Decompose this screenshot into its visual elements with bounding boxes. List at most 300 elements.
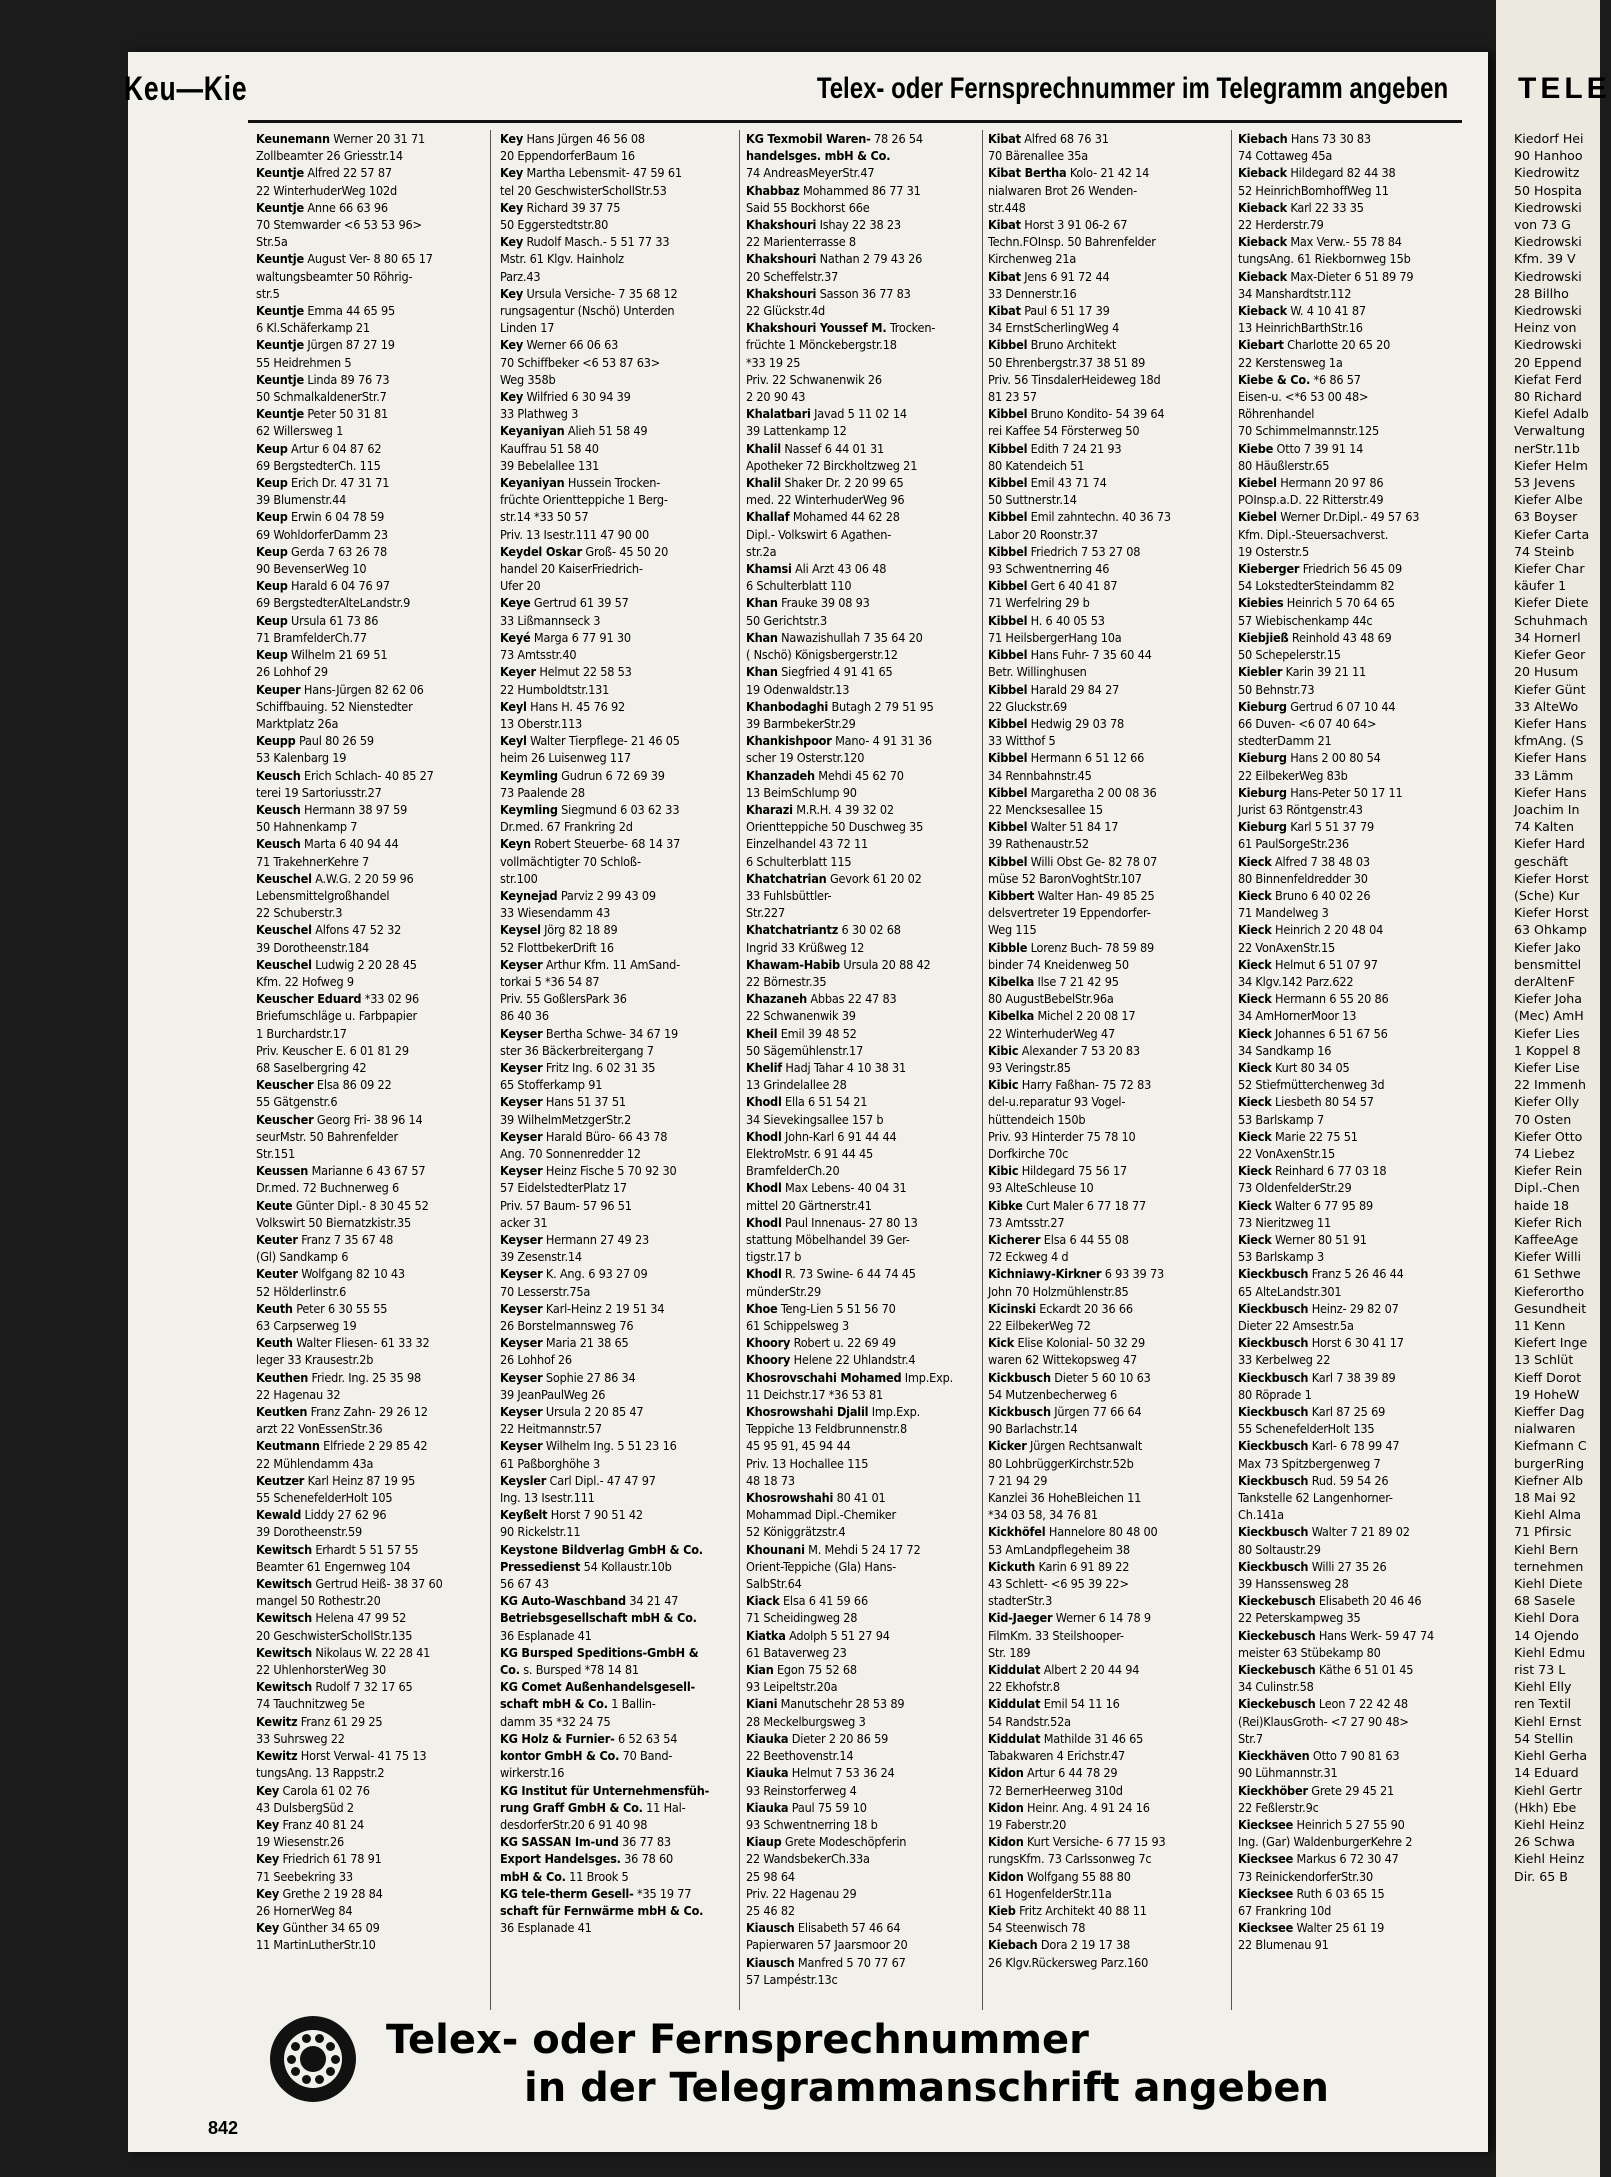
directory-entry-line: Kibbel Bruno Kondito- 54 39 64 [988,406,1165,422]
directory-entry-line: 71 HeilsbergerHang 10a [988,629,1122,645]
directory-entry-line: *34 03 58, 34 76 81 [988,1507,1098,1523]
adjacent-entry-line: (Hkh) Ebe [1514,1799,1577,1815]
directory-entry-line: Ufer 20 [500,578,541,594]
directory-entry-line: KG Institut für Unternehmensfüh- [500,1782,710,1798]
directory-entry-line: Keuntje Jürgen 87 27 19 [256,337,395,353]
directory-entry-line: früchte 1 Mönckebergstr.18 [746,337,897,353]
directory-entry-line: Kibbel Emil zahntechn. 40 36 73 [988,509,1171,525]
directory-entry-line: 50 Behnstr.73 [1238,681,1315,697]
adjacent-entry-line: 20 Eppend [1514,354,1582,370]
directory-entry-line: Kieck Johannes 6 51 67 56 [1238,1025,1388,1041]
directory-entry-line: 81 23 57 [988,389,1037,405]
directory-entry-line: Kiebies Heinrich 5 70 64 65 [1238,595,1395,611]
directory-entry-line: torkai 5 *36 54 87 [500,973,600,989]
directory-entry-line: str.14 *33 50 57 [500,509,589,525]
directory-entry-line: 34 Sievekingsallee 157 b [746,1111,884,1127]
directory-entry-line: Kiebjieß Reinhold 43 48 69 [1238,629,1392,645]
directory-entry-line: Keusch Erich Schlach- 40 85 27 [256,767,434,783]
directory-entry-line: 22 Heitmannstr.57 [500,1421,602,1437]
directory-entry-line: 22 VonAxenStr.15 [1238,939,1336,955]
directory-entry-line: 61 PaulSorgeStr.236 [1238,836,1349,852]
directory-entry-line: mittel 20 Gärtnerstr.41 [746,1197,872,1213]
directory-entry-line: Keyser Heinz Fische 5 70 92 30 [500,1163,677,1179]
directory-entry-line: Kiauka Paul 75 59 10 [746,1799,867,1815]
directory-entry-line: heim 26 Luisenweg 117 [500,750,631,766]
directory-entry-line: Kiebler Karin 39 21 11 [1238,664,1366,680]
directory-entry-line: 54 Randstr.52a [988,1713,1071,1729]
directory-entry-line: Kiausch Manfred 5 70 77 67 [746,1954,906,1970]
directory-entry-line: seurMstr. 50 Bahrenfelder [256,1128,398,1144]
directory-entry-line: 93 Schwentnerring 18 b [746,1816,878,1832]
directory-entry-line: Papierwaren 57 Jaarsmoor 20 [746,1937,908,1953]
directory-entry-line: 22 Mencksesallee 15 [988,801,1103,817]
directory-entry-line: Keymling Gudrun 6 72 69 39 [500,767,665,783]
directory-entry-line: 33 Kerbelweg 22 [1238,1352,1331,1368]
directory-entry-line: Kian Egon 75 52 68 [746,1662,857,1678]
directory-entry-line: *33 19 25 [746,354,801,370]
directory-entry-line: Khalil Shaker Dr. 2 20 99 65 [746,475,904,491]
directory-entry-line: Ing. 13 Isestr.111 [500,1490,595,1506]
directory-entry-line: 52 Stiefmütterchenweg 3d [1238,1077,1385,1093]
directory-entry-line: 26 Borstelmannsweg 76 [500,1318,634,1334]
directory-entry-line: 57 EidelstedterPlatz 17 [500,1180,627,1196]
directory-entry-line: Tabakwaren 4 Erichstr.47 [988,1748,1126,1764]
directory-entry-line: 73 Paalende 28 [500,784,585,800]
directory-entry-line: 22 Feßlerstr.9c [1238,1799,1319,1815]
directory-entry-line: Beamter 61 Engernweg 104 [256,1558,411,1574]
directory-entry-line: Keydel Oskar Groß- 45 50 20 [500,543,669,559]
directory-entry-line: 26 HornerWeg 84 [256,1902,353,1918]
directory-entry-line: 26 Lohhof 26 [500,1352,572,1368]
directory-entry-line: 22 Marienterrasse 8 [746,234,856,250]
directory-entry-line: münderStr.29 [746,1283,821,1299]
directory-entry-line: Ingrid 33 Krüßweg 12 [746,939,865,955]
directory-entry-line: 69 WohldorferDamm 23 [256,526,388,542]
directory-entry-line: Khawam-Habib Ursula 20 88 42 [746,956,931,972]
page-header-slogan: Telex- oder Fernsprechnummer im Telegramm angeben [816,72,1448,105]
directory-entry-line: Keyser Hans 51 37 51 [500,1094,626,1110]
directory-entry-line: Kieckbusch Willi 27 35 26 [1238,1558,1387,1574]
adjacent-entry-line: Kieffer Dag [1514,1404,1585,1420]
directory-entry-line: nialwaren Brot 26 Wenden- [988,182,1137,198]
directory-entry-line: 33 Fuhlsbüttler- [746,887,832,903]
directory-entry-line: tungsAng. 13 Rappstr.2 [256,1765,385,1781]
directory-entry-line: rungsagentur (Nschö) Unterden [500,303,675,319]
directory-entry-line: acker 31 [500,1214,548,1230]
directory-entry-line: Kibelka Michel 2 20 08 17 [988,1008,1136,1024]
adjacent-entry-line: 68 Sasele [1514,1593,1576,1609]
adjacent-entry-line: Kiefer Diete [1514,595,1589,611]
adjacent-entry-line: geschäft [1514,853,1569,869]
directory-entry-line: Marktplatz 26a [256,715,339,731]
adjacent-entry-line: 1 Koppel 8 [1514,1042,1581,1058]
directory-entry-line: 22 EilbekerWeg 83b [1238,767,1348,783]
listing-column-5 [1238,130,1470,2010]
directory-entry-line: Kiebel Werner Dr.Dipl.- 49 57 63 [1238,509,1420,525]
adjacent-entry-line: burgerRing [1514,1455,1585,1471]
directory-entry-line: Khelif Hadj Tahar 4 10 38 31 [746,1059,907,1075]
directory-entry-line: 73 ReinickendorferStr.30 [1238,1868,1374,1884]
adjacent-entry-line: Dir. 65 B [1514,1868,1568,1884]
directory-entry-line: 13 Oberstr.113 [500,715,583,731]
directory-entry-line: 66 Duven- <6 07 40 64> [1238,715,1377,731]
directory-entry-line: Keusch Hermann 38 97 59 [256,801,408,817]
directory-entry-line: Priv. Keuscher E. 6 01 81 29 [256,1042,409,1058]
directory-entry-line: desdorferStr.20 6 91 40 98 [500,1816,648,1832]
directory-entry-line: Lebensmittelgroßhandel [256,887,390,903]
directory-entry-line: 93 Reinstorferweg 4 [746,1782,857,1798]
directory-entry-line: Keuschel Ludwig 2 20 28 45 [256,956,417,972]
directory-entry-line: Kirchenweg 21a [988,251,1077,267]
directory-entry-line: Khakshouri Sasson 36 77 83 [746,285,911,301]
directory-entry-line: 22 Schuberstr.3 [256,905,343,921]
directory-entry-line: Kieckbusch Heinz- 29 82 07 [1238,1300,1399,1316]
directory-entry-line: Ang. 70 Sonnenredder 12 [500,1145,641,1161]
directory-entry-line: 52 Königgrätzstr.4 [746,1524,846,1540]
directory-entry-line: Kibbel Walter 51 84 17 [988,819,1119,835]
directory-entry-line: Kibat Paul 6 51 17 39 [988,303,1110,319]
directory-entry-line: Kiani Manutschehr 28 53 89 [746,1696,905,1712]
directory-entry-line: 54 Mutzenbecherweg 6 [988,1386,1117,1402]
directory-entry-line: 39 Dorotheenstr.59 [256,1524,362,1540]
directory-entry-line: rungsKfm. 73 Carlssonweg 7c [988,1851,1152,1867]
directory-entry-line: 22 Beethovenstr.14 [746,1748,854,1764]
directory-entry-line: 22 WinterhuderWeg 102d [256,182,397,198]
adjacent-entry-line: Kiefer Joha [1514,991,1582,1007]
directory-entry-line: 53 Barlskamp 7 [1238,1111,1324,1127]
directory-entry-line: Keuschel Alfons 47 52 32 [256,922,402,938]
directory-entry-line: 39 Zesenstr.14 [500,1249,582,1265]
directory-entry-line: Priv. 56 TinsdalerHeideweg 18d [988,371,1161,387]
directory-entry-line: Kibat Jens 6 91 72 44 [988,268,1110,284]
directory-entry-line: tigstr.17 b [746,1249,802,1265]
directory-entry-line: Kieck Helmut 6 51 07 97 [1238,956,1378,972]
directory-entry-line: Linden 17 [500,320,555,336]
footer-slogan [386,2016,1329,2112]
directory-entry-line: Khabbaz Mohammed 86 77 31 [746,182,921,198]
adjacent-entry-line: Kiefer Carta [1514,526,1590,542]
directory-entry-line: 43 Schlett- <6 95 39 22> [988,1576,1129,1592]
directory-entry-line: Kibbel Willi Obst Ge- 82 78 07 [988,853,1158,869]
directory-entry-line: Kibbel Friedrich 7 53 27 08 [988,543,1141,559]
adjacent-entry-line: Kiedrowitz [1514,165,1580,181]
directory-entry-line: 86 40 36 [500,1008,549,1024]
directory-entry-line: schaft für Fernwärme mbH & Co. [500,1902,704,1918]
directory-entry-line: Kibbel H. 6 40 05 53 [988,612,1105,628]
listing-column-2 [500,130,732,2010]
directory-entry-line: Kicinski Eckardt 20 36 66 [988,1300,1133,1316]
directory-entry-line: 34 Klgv.142 Parz.622 [1238,973,1354,989]
directory-entry-line: Dipl.- Volkswirt 6 Agathen- [746,526,892,542]
directory-entry-line: 50 Gerichtstr.3 [746,612,828,628]
adjacent-entry-line: Kiefer Hans [1514,715,1587,731]
directory-entry-line: Kibbel Hermann 6 51 12 66 [988,750,1145,766]
adjacent-entry-line: Kiefer Helm [1514,457,1588,473]
directory-entry-line: handel 20 KaiserFriedrich- [500,561,643,577]
directory-entry-line: KG tele-therm Gesell- *35 19 77 [500,1885,692,1901]
directory-entry-line: Khosrowshahi Djalil Imp.Exp. [746,1404,920,1420]
directory-entry-line: waren 62 Wittekopsweg 47 [988,1352,1138,1368]
directory-entry-line: Kiatka Adolph 5 51 27 94 [746,1627,890,1643]
directory-entry-line: Kibbel Harald 29 84 27 [988,681,1120,697]
directory-entry-line: str.5 [256,285,280,301]
adjacent-entry-line: ternehmen [1514,1558,1584,1574]
directory-entry-line: Keuntje Emma 44 65 95 [256,303,395,319]
directory-entry-line: 50 SchmalkaldenerStr.7 [256,389,387,405]
directory-entry-line: Keyser Hermann 27 49 23 [500,1232,649,1247]
directory-entry-line: Priv. 22 Hagenau 29 [746,1885,857,1901]
adjacent-entry-line: 18 Mai 92 [1514,1490,1577,1506]
adjacent-entry-line: Kiefmann C [1514,1438,1587,1454]
directory-entry-line: 26 Klgv.Rückersweg Parz.160 [988,1954,1149,1970]
directory-entry-line: Kiebe Otto 7 39 91 14 [1238,440,1364,456]
directory-entry-line: 57 Lampéstr.13c [746,1971,838,1987]
adjacent-entry-line: rist 73 L [1514,1662,1566,1678]
directory-entry-line: Kieck Marie 22 75 51 [1238,1128,1358,1144]
directory-entry-line: Khazaneh Abbas 22 47 83 [746,991,897,1007]
directory-entry-line: Keuntje August Ver- 8 80 65 17 [256,251,433,267]
directory-entry-line: 34 Sandkamp 16 [1238,1042,1332,1058]
directory-entry-line: 50 Hahnenkamp 7 [256,819,358,835]
directory-entry-line: Briefumschläge u. Farbpapier [256,1008,417,1024]
directory-entry-line: 55 SchenefelderHolt 135 [1238,1421,1375,1437]
directory-entry-line: Kieckbusch Karl 7 38 39 89 [1238,1369,1396,1385]
directory-entry-line: Keup Gerda 7 63 26 78 [256,543,388,559]
directory-entry-line: Ch.141a [1238,1507,1284,1523]
adjacent-entry-line: haide 18 [1514,1197,1569,1213]
directory-entry-line: 34 Culinstr.58 [1238,1679,1314,1695]
directory-entry-line: waltungsbeamter 50 Röhrig- [256,268,413,284]
directory-entry-line: Keutmann Elfriede 2 29 85 42 [256,1438,428,1454]
directory-entry-line: Khodl Paul Innenaus- 27 80 13 [746,1214,918,1230]
directory-entry-line: Key Friedrich 61 78 91 [256,1851,382,1867]
directory-entry-line: Keyaniyan Hussein Trocken- [500,475,661,491]
directory-entry-line: 22 Kerstensweg 1a [1238,354,1343,370]
directory-entry-line: Kiecksee Ruth 6 03 65 15 [1238,1885,1385,1901]
directory-entry-line: Kewitsch Rudolf 7 32 17 65 [256,1679,413,1695]
directory-entry-line: Key Grethe 2 19 28 84 [256,1885,383,1901]
directory-entry-line: 7 21 94 29 [988,1472,1048,1488]
directory-entry-line: 11 Deichstr.17 *36 53 81 [746,1386,884,1402]
column-divider [739,130,740,2010]
directory-entry-line: Kewitsch Erhardt 5 51 57 55 [256,1541,419,1557]
directory-entry-line: tel 20 GeschwisterSchollStr.53 [500,182,667,198]
directory-entry-line: Khallaf Mohamed 44 62 28 [746,509,900,525]
directory-entry-line: Khalil Nassef 6 44 01 31 [746,440,884,456]
directory-entry-line: 93 AlteSchleuse 10 [988,1180,1094,1196]
directory-entry-line: Keyé Marga 6 77 91 30 [500,629,631,645]
directory-entry-line: Kieck Alfred 7 38 48 03 [1238,853,1370,869]
directory-entry-line: 19 Faberstr.20 [988,1816,1067,1832]
adjacent-entry-line: 11 Kenn [1514,1318,1566,1334]
directory-entry-line: Kieckbusch Walter 7 21 89 02 [1238,1524,1410,1540]
directory-entry-line: ElektroMstr. 6 91 44 45 [746,1145,874,1161]
directory-entry-line: 71 Mandelweg 3 [1238,905,1329,921]
directory-entry-line: 20 Scheffelstr.37 [746,268,839,284]
adjacent-entry-line: 63 Boyser [1514,509,1578,525]
directory-entry-line: Kieck Reinhard 6 77 03 18 [1238,1163,1387,1179]
directory-entry-line: 1 Burchardstr.17 [256,1025,347,1041]
directory-entry-line: Keyl Hans H. 45 76 92 [500,698,625,714]
directory-entry-line: Kharazi M.R.H. 4 39 32 02 [746,801,894,817]
adjacent-entry-line: 19 HoheW [1514,1386,1580,1402]
directory-entry-line: Kidon Wolfgang 55 88 80 [988,1868,1131,1884]
directory-entry-line: 22 Mühlendamm 43a [256,1455,374,1471]
directory-entry-line: Kewald Liddy 27 62 96 [256,1507,387,1523]
directory-entry-line: Kanzlei 36 HoheBleichen 11 [988,1490,1142,1506]
directory-entry-line: Key Werner 66 06 63 [500,337,619,353]
directory-entry-line: Keuscher Eduard *33 02 96 [256,991,420,1007]
adjacent-entry-line: 22 Immenh [1514,1077,1586,1093]
column-divider [982,130,983,2010]
directory-entry-line: Weg 115 [988,922,1037,938]
adjacent-entry-line: 53 Jevens [1514,475,1576,491]
directory-entry-line: 13 BeimSchlump 90 [746,784,857,800]
adjacent-entry-line: Kiefer Horst [1514,870,1589,886]
footer-line-1: Telex- oder Fernsprechnummer [386,2017,1089,2063]
directory-entry-line: 62 Willersweg 1 [256,423,344,439]
directory-entry-line: 71 Seebekring 33 [256,1868,353,1884]
adjacent-entry-line: Kiefner Alb [1514,1472,1583,1488]
directory-entry-line: Kieckbusch Karl- 6 78 99 47 [1238,1438,1400,1454]
directory-entry-line: Khan Siegfried 4 91 41 65 [746,664,893,680]
directory-entry-line: POInsp.a.D. 22 Ritterstr.49 [1238,492,1384,508]
directory-entry-line: Khoory Robert u. 22 69 49 [746,1335,896,1351]
directory-entry-line: 54 LokstedterSteindamm 82 [1238,578,1395,594]
directory-entry-line: Khoory Helene 22 Uhlandstr.4 [746,1352,916,1368]
adjacent-page-column [1514,130,1600,1885]
directory-entry-line: Kieck Werner 80 51 91 [1238,1232,1367,1247]
directory-entry-line: Volkswirt 50 Biernatzkistr.35 [256,1214,412,1230]
directory-entry-line: 39 WilhelmMetzgerStr.2 [500,1111,632,1127]
directory-entry-line: 33 Dennerstr.16 [988,285,1077,301]
directory-entry-line: Keysler Carl Dipl.- 47 47 97 [500,1472,656,1488]
directory-entry-line: 33 Wiesendamm 43 [500,905,611,921]
directory-entry-line: Pressedienst 54 Kollaustr.10b [500,1558,672,1574]
directory-entry-line: Kieck Liesbeth 80 54 57 [1238,1094,1374,1110]
directory-entry-line: Key Rudolf Masch.- 5 51 77 33 [500,234,670,250]
directory-entry-line: Kieckhöber Grete 29 45 21 [1238,1782,1395,1798]
directory-entry-line: Kieckebusch Leon 7 22 42 48 [1238,1696,1408,1712]
directory-entry-line: 39 Hanssensweg 28 [1238,1576,1349,1592]
directory-entry-line: 74 Tauchnitzweg 5e [256,1696,365,1712]
directory-entry-line: Keuter Wolfgang 82 10 43 [256,1266,405,1282]
directory-entry-line: Kfm. 22 Hofweg 9 [256,973,354,989]
directory-entry-line: Keuntje Anne 66 63 96 [256,199,388,215]
directory-entry-line: Khodl Max Lebens- 40 04 31 [746,1180,907,1196]
adjacent-entry-line: 74 Steinb [1514,543,1575,559]
directory-entry-line: 93 Schwentnerring 46 [988,561,1110,577]
directory-entry-line: Dr.med. 67 Frankring 2d [500,819,633,835]
directory-entry-line: Kieback Karl 22 33 35 [1238,199,1364,215]
directory-entry-line: KG Holz & Furnier- 6 52 63 54 [500,1730,678,1746]
directory-entry-line: Khodl R. 73 Swine- 6 44 74 45 [746,1266,916,1282]
adjacent-entry-line: 61 Sethwe [1514,1266,1581,1282]
adjacent-entry-line: Kiefer Albe [1514,492,1583,508]
directory-entry-line: stattung Möbelhandel 39 Ger- [746,1232,910,1247]
adjacent-entry-line: Gesundheit [1514,1300,1587,1316]
directory-entry-line: 68 Saselbergring 42 [256,1059,367,1075]
page-range-heading: Keu—Kie [124,70,248,108]
adjacent-entry-line: Kiefer Horst [1514,905,1589,921]
adjacent-entry-line: 63 Ohkamp [1514,922,1587,938]
directory-entry-line: Kickuth Karin 6 91 89 22 [988,1558,1130,1574]
directory-entry-line: Kiecksee Walter 25 61 19 [1238,1920,1385,1936]
directory-entry-line: Export Handelsges. 36 78 60 [500,1851,673,1867]
directory-entry-line: Said 55 Bockhorst 66e [746,199,870,215]
directory-entry-line: kontor GmbH & Co. 70 Band- [500,1748,673,1764]
directory-entry-line: Kieck Heinrich 2 20 48 04 [1238,922,1384,938]
directory-entry-line: 6 Kl.Schäferkamp 21 [256,320,370,336]
directory-entry-line: 90 Barlachstr.14 [988,1421,1078,1437]
directory-entry-line: stedterDamm 21 [1238,733,1332,749]
directory-entry-line: 73 Amtsstr.27 [988,1214,1065,1230]
directory-entry-line: 22 UhlenhorsterWeg 30 [256,1662,386,1678]
directory-entry-line: 71 BramfelderCh.77 [256,629,367,645]
adjacent-entry-line: KaffeeAge [1514,1232,1579,1247]
directory-entry-line: Kiecksee Heinrich 5 27 55 90 [1238,1816,1405,1832]
directory-entry-line: Keyser Arthur Kfm. 11 AmSand- [500,956,680,972]
directory-entry-line: Kieburg Gertrud 6 07 10 44 [1238,698,1396,714]
directory-entry-line: Khodl Ella 6 51 54 21 [746,1094,868,1110]
directory-entry-line: Ing. (Gar) WaldenburgerKehre 2 [1238,1834,1413,1850]
adjacent-entry-line: Kiehl Gerha [1514,1748,1588,1764]
directory-entry-line: Kiebel Hermann 20 97 86 [1238,475,1384,491]
adjacent-entry-line: Kfm. 39 V [1514,251,1576,267]
directory-entry-line: Kieb Fritz Architekt 40 88 11 [988,1902,1147,1918]
directory-entry-line: Keye Gertrud 61 39 57 [500,595,629,611]
directory-entry-line: 52 Hölderlinstr.6 [256,1283,347,1299]
directory-entry-line: 55 SchenefelderHolt 105 [256,1490,393,1506]
adjacent-entry-line: Kiehl Ernst [1514,1713,1582,1729]
directory-entry-line: 69 BergstedterAlteLandstr.9 [256,595,411,611]
listing-column-4 [988,130,1224,2010]
directory-entry-line: Kibbel Edith 7 24 21 93 [988,440,1122,456]
adjacent-entry-line: Kiedorf Hei [1514,131,1584,146]
adjacent-entry-line: 34 Hornerl [1514,629,1581,645]
directory-entry-line: Priv. 57 Baum- 57 96 51 [500,1197,632,1213]
directory-entry-line: Kibic Alexander 7 53 20 83 [988,1042,1140,1058]
adjacent-entry-line: Joachim In [1514,801,1580,817]
directory-entry-line: Keyßelt Horst 7 90 51 42 [500,1507,643,1523]
directory-entry-line: Kichniawy-Kirkner 6 93 39 73 [988,1266,1164,1282]
directory-entry-line: SalbStr.64 [746,1576,802,1592]
adjacent-entry-line: Kieff Dorot [1514,1369,1582,1385]
adjacent-entry-line: 74 Kalten [1514,819,1574,835]
directory-entry-line: leger 33 Krausestr.2b [256,1352,374,1368]
directory-entry-line: hüttendeich 150b [988,1111,1086,1127]
directory-entry-line: Kiauka Dieter 2 20 86 59 [746,1730,889,1746]
directory-entry-line: Kheil Emil 39 48 52 [746,1025,857,1041]
directory-entry-line: Keyaniyan Alieh 51 58 49 [500,423,648,439]
directory-entry-line: Kibbel Margaretha 2 00 08 36 [988,784,1157,800]
adjacent-entry-line: 90 Hanhoo [1514,148,1583,164]
directory-entry-line: 72 Eckweg 4 d [988,1249,1069,1265]
directory-entry-line: Keuscher Elsa 86 09 22 [256,1077,392,1093]
adjacent-entry-line: Kiefer Geor [1514,647,1586,663]
directory-entry-line: KG Texmobil Waren- 78 26 54 [746,131,923,146]
directory-entry-line: 74 AndreasMeyerStr.47 [746,165,875,181]
adjacent-entry-line: Kiehl Diete [1514,1576,1583,1592]
directory-entry-line: vollmächtigter 70 Schloß- [500,853,641,869]
directory-entry-line: Kieckhäven Otto 7 90 81 63 [1238,1748,1400,1764]
directory-entry-line: Betriebsgesellschaft mbH & Co. [500,1610,697,1626]
directory-entry-line: Kibbert Walter Han- 49 85 25 [988,887,1155,903]
directory-entry-line: Mohammad Dipl.-Chemiker [746,1507,896,1523]
adjacent-entry-line: Kiedrowski [1514,337,1582,353]
directory-entry-line: Kibic Hildegard 75 56 17 [988,1163,1127,1179]
adjacent-entry-line: 50 Hospita [1514,182,1582,198]
